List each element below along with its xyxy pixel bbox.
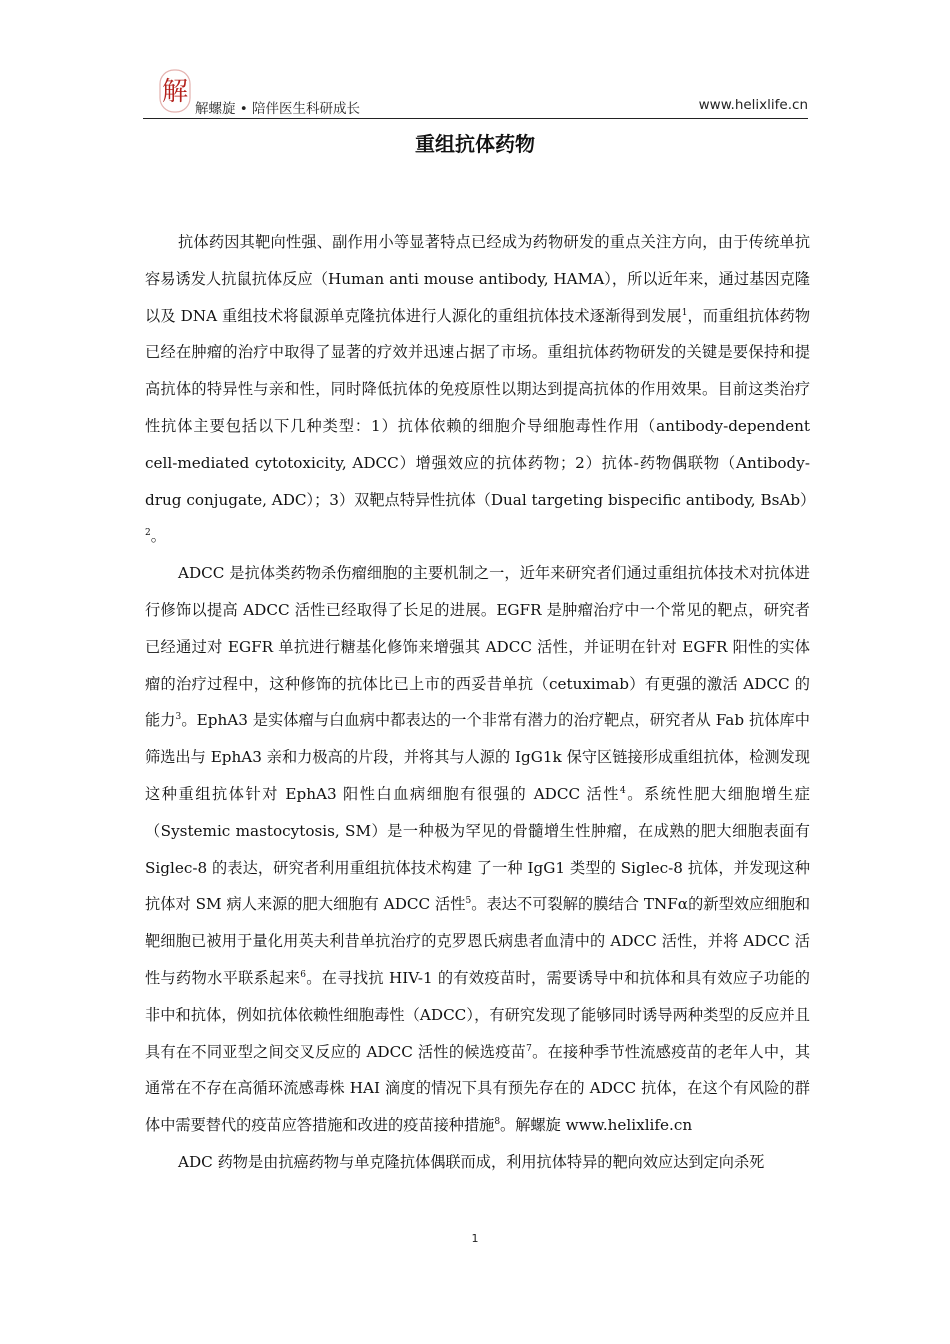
citation-ref: 1: [681, 307, 688, 318]
citation-ref: 4: [619, 785, 626, 796]
paragraph-text: 。解螺旋 www.helixlife.cn: [500, 1116, 693, 1135]
page-header: [143, 58, 808, 120]
paragraph-text: 。表达不可裂解的膜结合 TNFα的新型效应细胞和靶细胞已被用于量化用英夫利昔单抗治疗的克罗恩氏病患者血清中的 ADCC 活性，并将 ADCC 活性与药物水平联系起来: [145, 895, 811, 987]
paragraph-text: 。: [150, 527, 166, 546]
paragraph-text: 。在寻找抗 HIV-1 的有效疫苗时，需要诱导中和抗体和具有效应子功能的非中和抗体，例如抗体依赖性细胞毒性（ADCC），有研究发现了能够同时诱导两种类型的反应并且具有在不同亚型之间交叉反应的 ADCC 活性的候选疫苗: [145, 968, 810, 1061]
paragraph-text: 抗体药因其靶向性强、副作用小等显著特点已经成为药物研发的重点关注方向，由于传统单抗容易诱发人抗鼠抗体反应（Human anti mouse antibody, HAMA），所以近年来，通过基因克隆以及 DNA 重组技术将鼠源单克隆抗体进行人源化的重组抗体技术逐渐得到发展: [145, 233, 810, 325]
paragraph-intro: [145, 224, 816, 555]
paragraph-adc: [145, 1144, 810, 1181]
paragraph-text: 。系统性肥大细胞增生症（Systemic mastocytosis, SM）是一种极为罕见的骨髓增生性肿瘤，在成熟的肥大细胞表面有 Siglec-8 的表达，研究者利用重组抗体技术构建 了一种 IgG1 类型的 Siglec-8 抗体，并发现这种抗体对 SM 病人来源的肥大细胞有 ADCC 活性: [145, 784, 810, 914]
citation-ref: 8: [494, 1117, 501, 1128]
logo-glyph: 解: [161, 77, 189, 107]
helixlife-logo: [157, 68, 193, 114]
citation-ref: 3: [175, 712, 182, 723]
paragraph-text: ，而重组抗体药物已经在肿瘤的治疗中取得了显著的疗效并迅速占据了市场。重组抗体药物研发的关键是要保持和提高抗体的特异性与亲和性，同时降低抗体的免疫原性以期达到提高抗体的作用效果。目前这类治疗性抗体主要包括以下几种类型：1）抗体依赖的细胞介导细胞毒性作用（antibody-dependent cell-mediated cytotoxicity, ADCC）增强效应的抗体药物；2）抗体-药物偶联物（Antibody-drug conjugate, ADC）；3）双靶点特异性抗体（Dual targeting bispecific antibody, BsAb）: [145, 306, 816, 509]
citation-ref: 5: [465, 896, 472, 907]
paragraph-text: ADCC 是抗体类药物杀伤瘤细胞的主要机制之一，近年来研究者们通过重组抗体技术对抗体进行修饰以提高 ADCC 活性已经取得了长足的进展。EGFR 是肿瘤治疗中一个常见的靶点，研究者已经通过对 EGFR 单抗进行糖基化修饰来增强其 ADCC 活性，并证明在针对 EGFR 阳性的实体瘤的治疗过程中，这种修饰的抗体比已上市的西妥昔单抗（cetuximab）有更强的激活 ADCC 的能力: [145, 564, 810, 730]
header-divider: [143, 118, 808, 119]
header-slogan: 解螺旋 • 陪伴医生科研成长: [195, 101, 361, 117]
citation-ref: 7: [526, 1043, 532, 1054]
header-url: www.helixlife.cn: [698, 97, 808, 113]
citation-ref: 6: [300, 969, 306, 980]
citation-ref: 2: [145, 528, 151, 539]
page-number: 1: [471, 1232, 479, 1245]
document-body: [145, 224, 816, 1181]
paragraph-adcc: [145, 555, 810, 1144]
paragraph-text: ADC 药物是由抗癌药物与单克隆抗体偶联而成，利用抗体特异的靶向效应达到定向杀死: [178, 1152, 765, 1171]
paragraph-text: 。EphA3 是实体瘤与白血病中都表达的一个非常有潜力的治疗靶点，研究者从 Fab 抗体库中筛选出与 EphA3 亲和力极高的片段，并将其与人源的 IgG1k 保守区链接形成重组抗体，检测发现这种重组抗体针对 EphA3 阳性白血病细胞有很强的 ADCC 活性: [145, 711, 810, 803]
document-title: 重组抗体药物: [415, 132, 535, 156]
paragraph-text: 。在接种季节性流感疫苗的老年人中，其通常在不存在高循环流感毒株 HAI 滴度的情况下具有预先存在的 ADCC 抗体，在这个有风险的群体中需要替代的疫苗应答措施和改进的疫苗接种措施: [145, 1042, 811, 1135]
